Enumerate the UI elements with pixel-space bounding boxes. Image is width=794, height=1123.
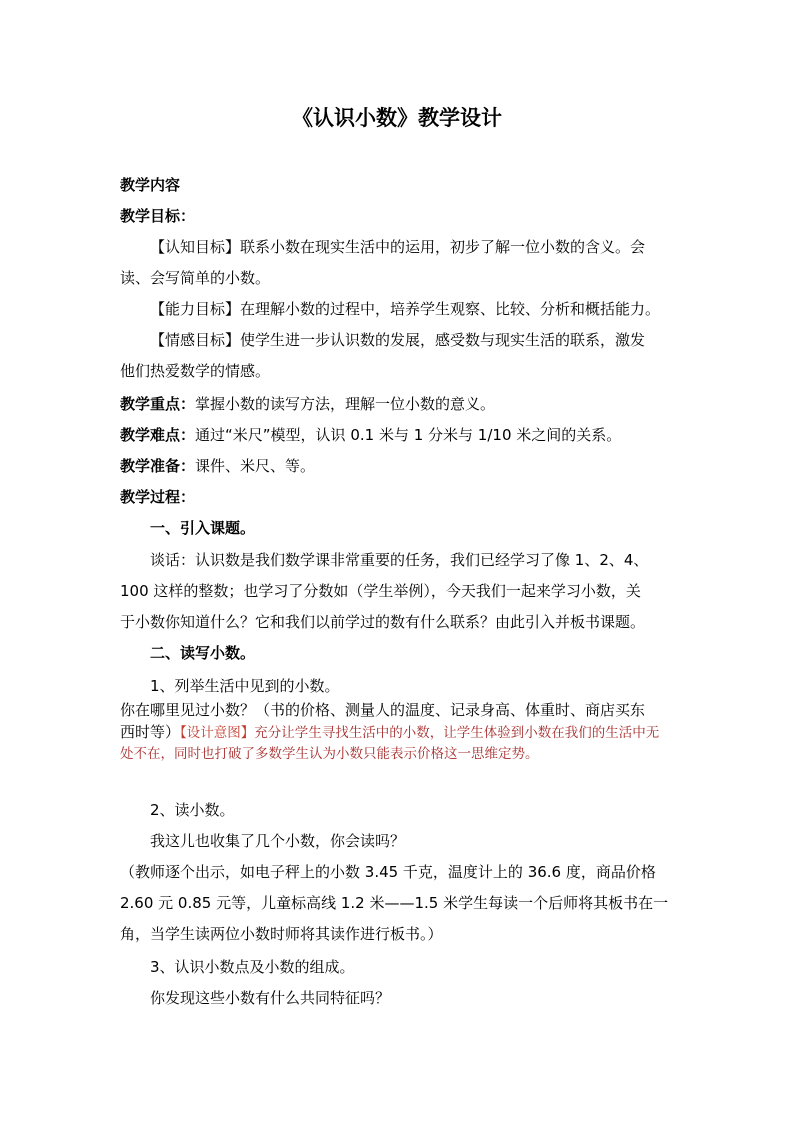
- process-label: 教学过程：: [120, 488, 196, 506]
- design-intent-line1: 充分让学生寻找生活中的小数，让学生体验到小数在我们的生活中无: [254, 725, 660, 741]
- key-point-line: [120, 394, 495, 414]
- objective-emotion-line1: [150, 330, 645, 350]
- step2-line1: （教师逐个出示，如电子秤上的小数 3.45 千克，温度计上的 36.6 度，商品价格: [120, 863, 656, 881]
- objective-ability-text: 在理解小数的过程中，培养学生观察、比较、分析和概括能力。: [240, 300, 661, 318]
- step2-heading: 2、读小数。: [150, 801, 235, 819]
- objective-ability-line: [150, 299, 660, 319]
- content-label: 教学内容: [120, 176, 181, 194]
- step2-question: 我这儿也收集了几个小数，你会读吗？: [150, 832, 406, 850]
- objective-emotion-label: 【情感目标】: [150, 331, 241, 349]
- section1-line2: 100 这样的整数；也学习了分数如（学生举例），今天我们一起来学习小数，关: [120, 582, 641, 600]
- difficulty-label: 教学难点：: [120, 426, 196, 444]
- step3-heading: 3、认识小数点及小数的组成。: [150, 958, 355, 976]
- section2-heading: 二、读写小数。: [150, 644, 256, 662]
- step1-line1: 你在哪里见过小数？（书的价格、测量人的温度、记录身高、体重时、商店买东: [120, 701, 646, 719]
- step3-question: 你发现这些小数有什么共同特征吗？: [150, 989, 391, 1007]
- section1-line1: 谈话：认识数是我们数学课非常重要的任务，我们已经学习了像 1、2、4、: [150, 551, 649, 569]
- difficulty-line: [120, 425, 621, 445]
- step2-line3: 角，当学生读两位小数时师将其读作进行板书。）: [120, 925, 443, 943]
- objective-cognitive-label: 【认知目标】: [150, 238, 241, 256]
- objective-cognitive-line1: [150, 237, 645, 257]
- objective-emotion-text: 使学生进一步认识数的发展，感受数与现实生活的联系，激发: [240, 331, 646, 349]
- key-point-text: 掌握小数的读写方法，理解一位小数的意义。: [195, 395, 496, 413]
- prep-text: 课件、米尺、等。: [195, 457, 316, 475]
- prep-label: 教学准备：: [120, 457, 196, 475]
- key-point-label: 教学重点：: [120, 395, 196, 413]
- design-intent-line2: 处不在，同时也打破了多数学生认为小数只能表示价格这一思维定势。: [120, 746, 539, 762]
- objective-emotion-line2: 他们热爱数学的情感。: [120, 362, 271, 380]
- objective-cognitive-text: 联系小数在现实生活中的运用，初步了解一位小数的含义。会: [240, 238, 646, 256]
- section1-line3: 于小数你知道什么？它和我们以前学过的数有什么联系？由此引入并板书课题。: [120, 613, 646, 631]
- step2-line2: 2.60 元 0.85 元等，儿童标高线 1.2 米——1.5 米学生每读一个后师将其板书在一: [120, 894, 669, 912]
- step1-line2-prefix: 西时等）: [120, 723, 181, 741]
- step1-line2: [120, 722, 659, 743]
- design-intent-label: 【设计意图】: [180, 725, 255, 741]
- objectives-label: 教学目标：: [120, 207, 196, 225]
- prep-line: [120, 456, 315, 476]
- section1-heading: 一、引入课题。: [150, 519, 256, 537]
- document-title: 《认识小数》教学设计: [292, 106, 502, 130]
- objective-cognitive-line2: 读、会写简单的小数。: [120, 269, 271, 287]
- step1-heading: 1、列举生活中见到的小数。: [150, 677, 340, 695]
- objective-ability-label: 【能力目标】: [150, 300, 241, 318]
- difficulty-text: 通过“米尺”模型，认识 0.1 米与 1 分米与 1/10 米之间的关系。: [195, 426, 622, 444]
